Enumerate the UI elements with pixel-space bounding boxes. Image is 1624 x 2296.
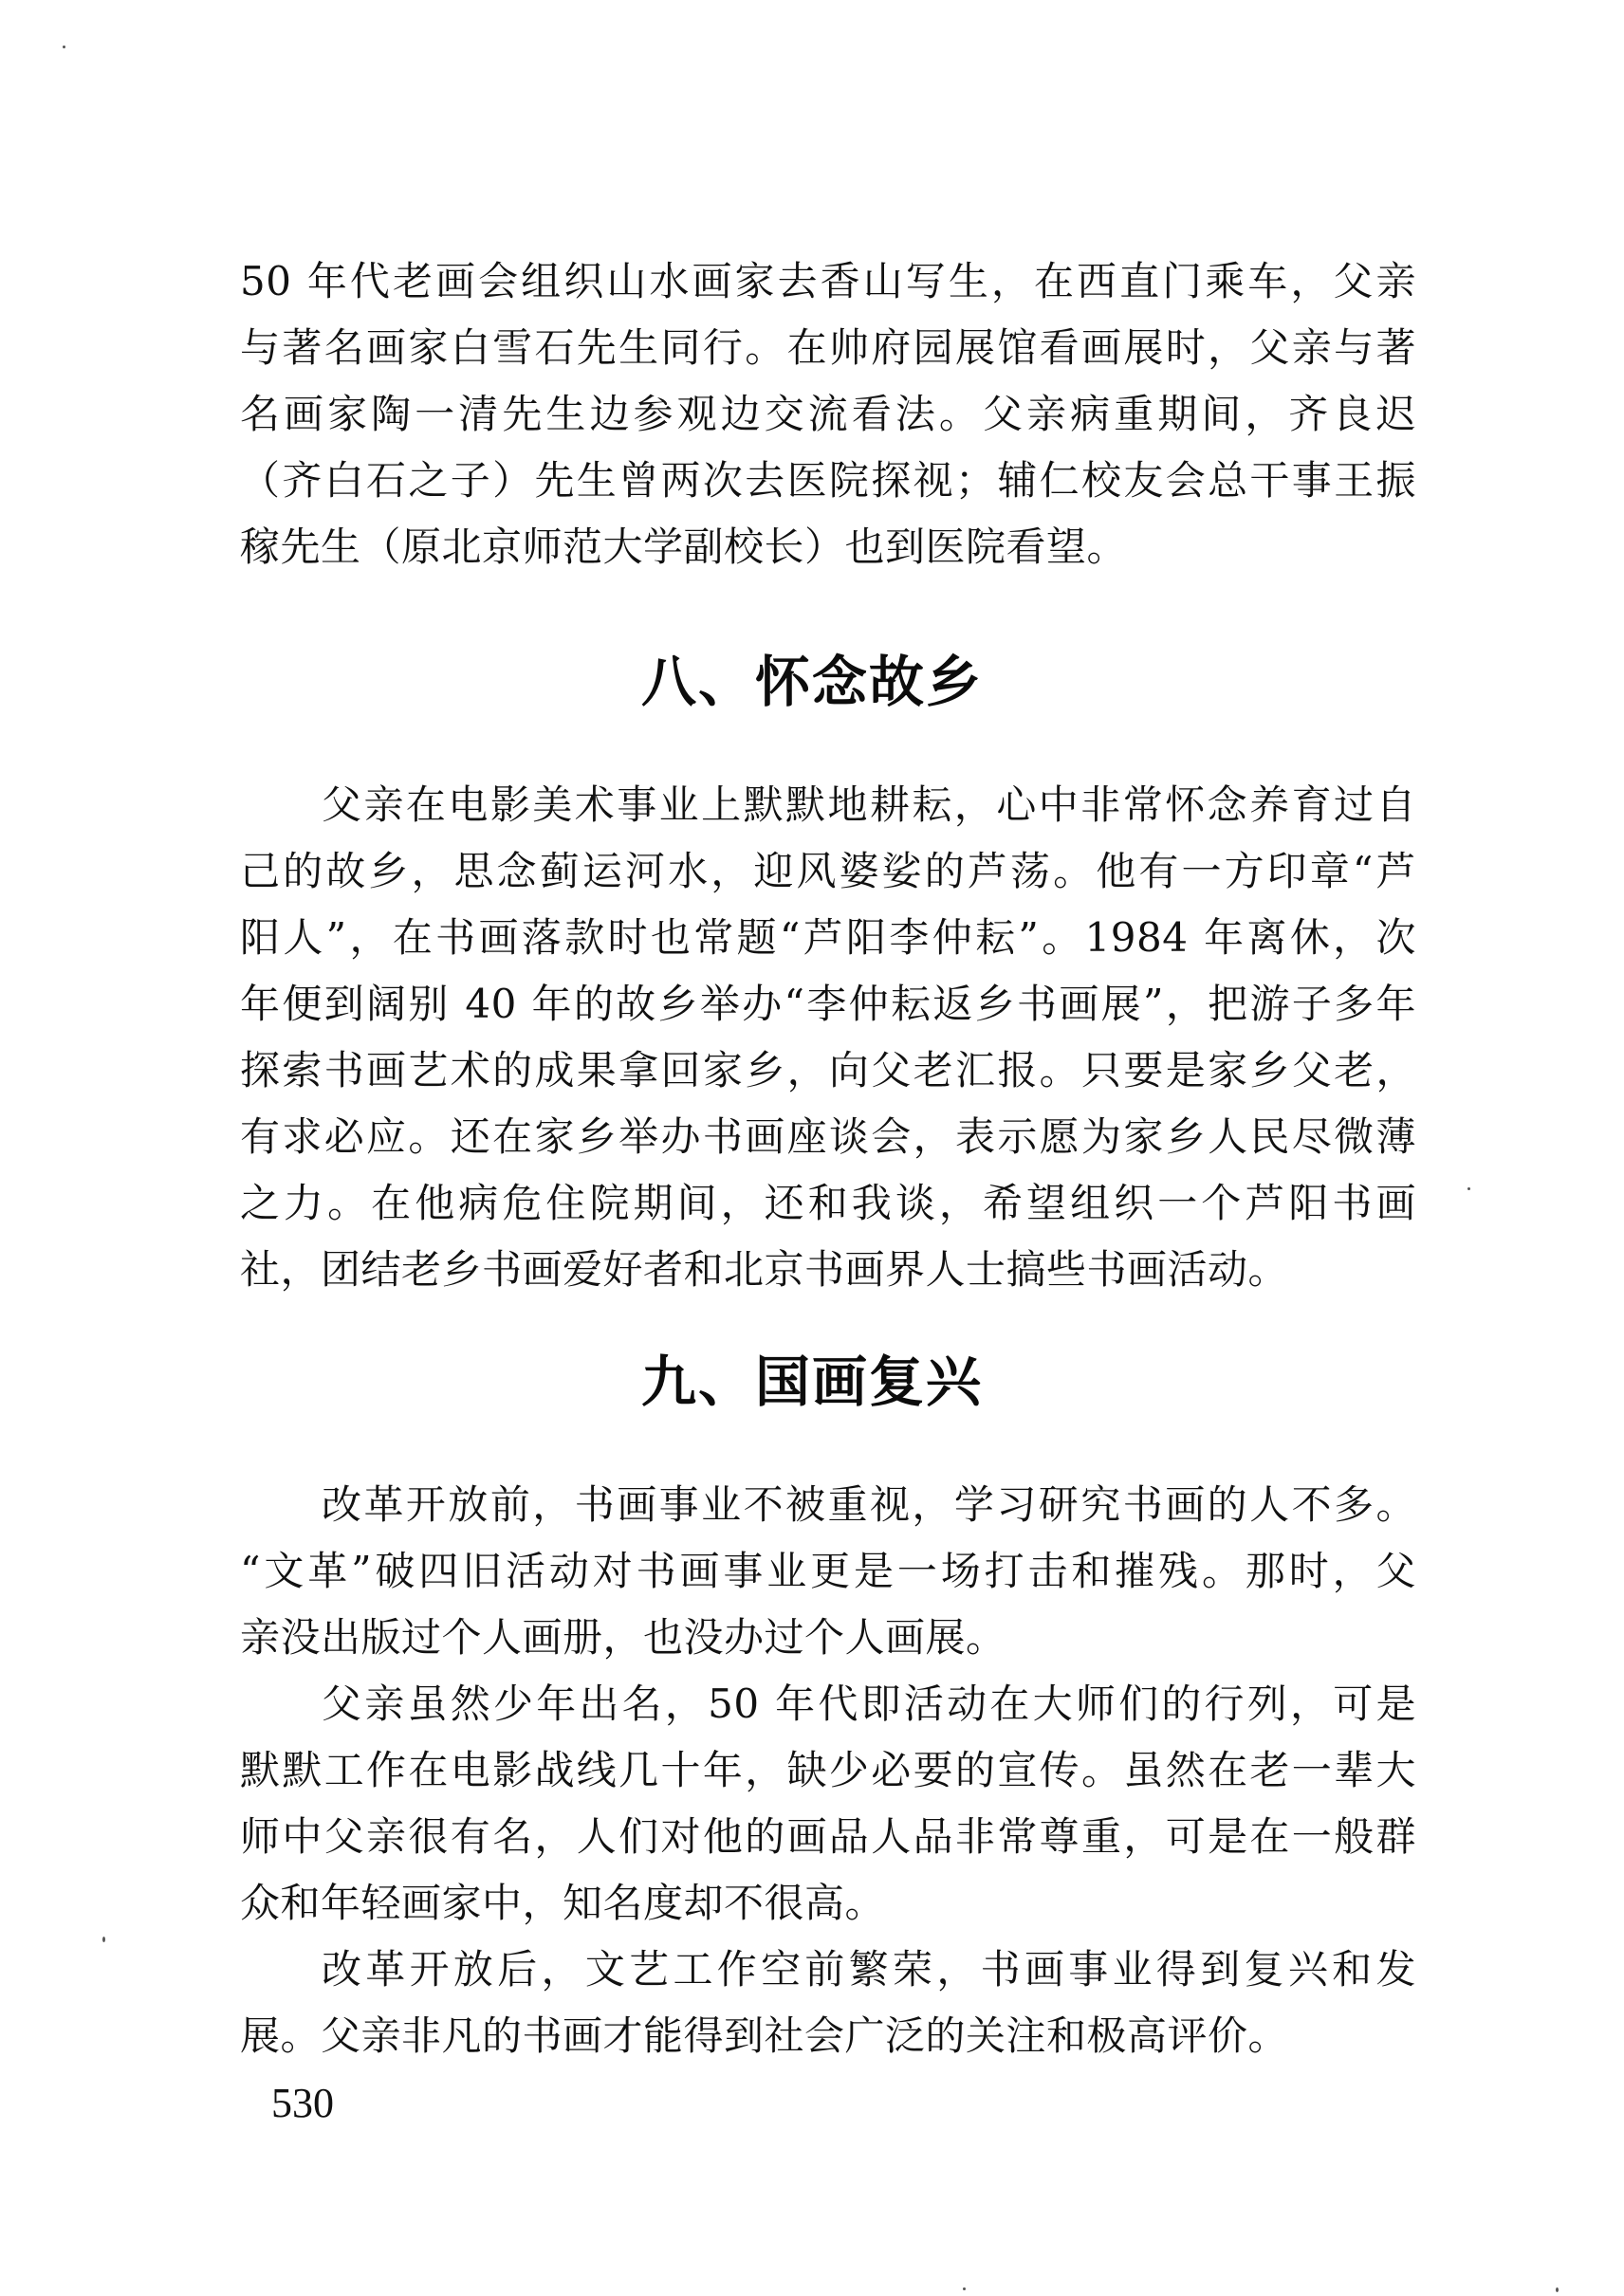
scan-speck xyxy=(1556,2287,1559,2292)
paragraph-line: 亲没出版过个人画册，也没办过个人画展。 xyxy=(240,1614,1006,1661)
paragraph-1 xyxy=(240,248,1416,580)
paragraph-line: 默默工作在电影战线几十年，缺少必要的宣传。虽然在老一辈大 xyxy=(240,1747,1416,1793)
paragraph-line: 改革开放前，书画事业不被重视，学习研究书画的人不多。 xyxy=(322,1481,1416,1528)
paragraph-line: 父亲虽然少年出名，50 年代即活动在大师们的行列，可是 xyxy=(322,1681,1416,1727)
paragraph-line: “文革”破四旧活动对书画事业更是一场打击和摧残。那时，父 xyxy=(240,1548,1416,1594)
paragraph-line: 阳人”，在书画落款时也常题“芦阳李仲耘”。1984 年离休，次 xyxy=(240,914,1416,961)
section-heading-8: 八、怀念故乡 xyxy=(640,650,983,714)
paragraph-4 xyxy=(240,1671,1416,1937)
paragraph-line: 稼先生（原北京师范大学副校长）也到医院看望。 xyxy=(240,523,1128,570)
scan-speck xyxy=(963,2287,966,2290)
paragraph-2 xyxy=(240,772,1416,1303)
paragraph-line: 己的故乡，思念蓟运河水，迎风婆娑的芦荡。他有一方印章“芦 xyxy=(240,848,1416,894)
section-heading-9: 九、国画复兴 xyxy=(640,1350,983,1414)
paragraph-line: （齐白石之子）先生曾两次去医院探视；辅仁校友会总干事王振 xyxy=(240,457,1416,504)
paragraph-line: 之力。在他病危住院期间，还和我谈，希望组织一个芦阳书画 xyxy=(240,1180,1416,1226)
paragraph-line: 师中父亲很有名，人们对他的画品人品非常尊重，可是在一般群 xyxy=(240,1813,1416,1860)
paragraph-line: 有求必应。还在家乡举办书画座谈会，表示愿为家乡人民尽微薄 xyxy=(240,1113,1416,1160)
paragraph-line: 名画家陶一清先生边参观边交流看法。父亲病重期间，齐良迟 xyxy=(240,391,1416,437)
paragraph-5 xyxy=(240,1937,1416,2069)
scan-speck xyxy=(63,46,65,48)
paragraph-line: 改革开放后，文艺工作空前繁荣，书画事业得到复兴和发 xyxy=(322,1946,1416,1993)
paragraph-line: 社，团结老乡书画爱好者和北京书画界人士搞些书画活动。 xyxy=(240,1246,1289,1293)
paragraph-line: 展。父亲非凡的书画才能得到社会广泛的关注和极高评价。 xyxy=(240,2012,1289,2059)
scan-speck xyxy=(1467,1187,1470,1190)
paragraph-line: 50 年代老画会组织山水画家去香山写生，在西直门乘车，父亲 xyxy=(240,258,1416,304)
paragraph-3 xyxy=(240,1472,1416,1671)
paragraph-line: 众和年轻画家中，知名度却不很高。 xyxy=(240,1880,886,1926)
paragraph-line: 与著名画家白雪石先生同行。在帅府园展馆看画展时，父亲与著 xyxy=(240,324,1416,371)
paragraph-line: 父亲在电影美术事业上默默地耕耘，心中非常怀念养育过自 xyxy=(322,781,1416,828)
paragraph-line: 探索书画艺术的成果拿回家乡，向父老汇报。只要是家乡父老， xyxy=(240,1047,1416,1093)
paragraph-line: 年便到阔别 40 年的故乡举办“李仲耘返乡书画展”，把游子多年 xyxy=(240,981,1416,1027)
scan-speck xyxy=(102,1937,105,1942)
page-number: 530 xyxy=(271,2080,334,2126)
